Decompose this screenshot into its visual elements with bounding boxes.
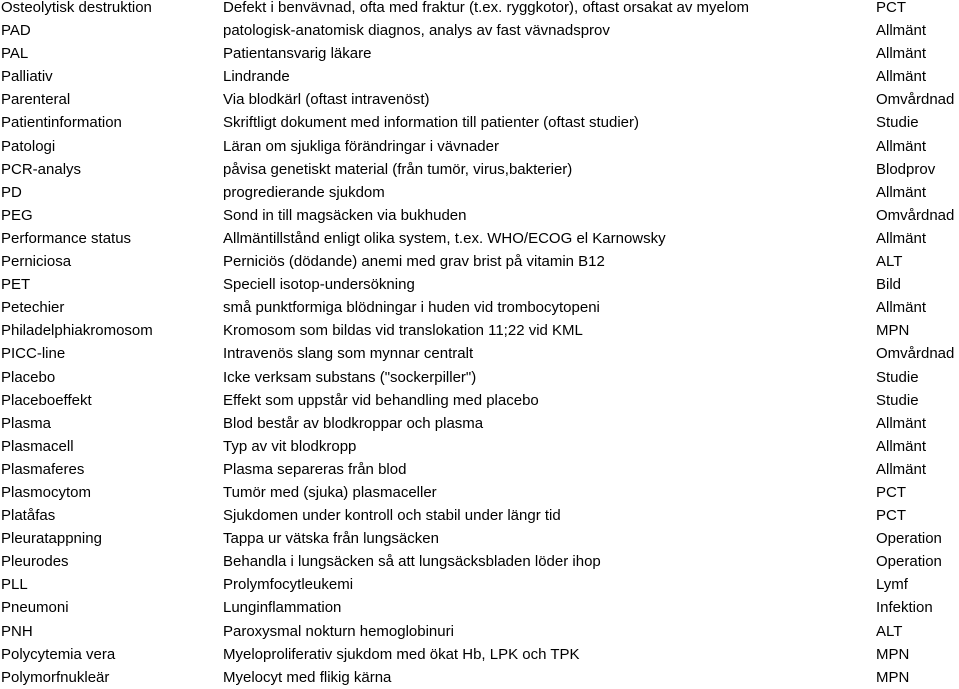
glossary-row <box>0 435 959 458</box>
term: Pleurodes <box>1 553 69 571</box>
category: PCT <box>876 507 906 525</box>
glossary-row <box>0 481 959 504</box>
term: PLL <box>1 576 28 594</box>
category: Allmänt <box>876 299 927 317</box>
glossary-row <box>0 65 959 88</box>
term: PICC-line <box>1 345 66 363</box>
definition: Lindrande <box>223 68 290 86</box>
glossary-row <box>0 181 959 204</box>
category: Studie <box>876 391 919 409</box>
glossary-row <box>0 666 959 689</box>
definition: små punktformiga blödningar i huden vid trombocytopeni <box>223 299 600 317</box>
definition: Sjukdomen under kontroll och stabil under längr tid <box>223 507 561 525</box>
term: Palliativ <box>1 68 53 86</box>
definition: Myelocyt med flikig kärna <box>223 668 392 686</box>
term: PCR-analys <box>1 160 82 178</box>
term: PAL <box>1 45 29 63</box>
category: Allmänt <box>876 437 927 455</box>
term: PEG <box>1 206 33 224</box>
definition: Blod består av blodkroppar och plasma <box>223 414 484 432</box>
glossary-row <box>0 158 959 181</box>
term: Platåfas <box>1 507 56 525</box>
definition: patologisk-anatomisk diagnos, analys av fast vävnadsprov <box>223 22 610 40</box>
term: Performance status <box>1 229 132 247</box>
term: Patientinformation <box>1 114 122 132</box>
glossary-row <box>0 366 959 389</box>
category: Studie <box>876 368 919 386</box>
glossary-row <box>0 0 959 19</box>
term: Plasma <box>1 414 52 432</box>
definition: progredierande sjukdom <box>223 183 385 201</box>
term: PNH <box>1 622 33 640</box>
glossary-row <box>0 412 959 435</box>
glossary-row <box>0 319 959 342</box>
glossary-row <box>0 550 959 573</box>
category: Infektion <box>876 599 933 617</box>
definition: Intravenös slang som mynnar centralt <box>223 345 474 363</box>
term: PD <box>1 183 22 201</box>
term: Pleuratappning <box>1 530 102 548</box>
category: MPN <box>876 322 910 340</box>
term: Placeboeffekt <box>1 391 92 409</box>
glossary-row <box>0 42 959 65</box>
category: Studie <box>876 114 919 132</box>
term: Osteolytisk destruktion <box>1 0 152 16</box>
category: PCT <box>876 483 906 501</box>
definition: Behandla i lungsäcken så att lungsäcksbladen löder ihop <box>223 553 601 571</box>
category: PCT <box>876 0 906 16</box>
definition: Skriftligt dokument med information till patienter (oftast studier) <box>223 114 640 132</box>
term: Plasmaferes <box>1 460 85 478</box>
glossary-row <box>0 111 959 134</box>
definition: Tumör med (sjuka) plasmaceller <box>223 483 437 501</box>
category: Allmänt <box>876 414 927 432</box>
definition: Myeloproliferativ sjukdom med ökat Hb, LPK och TPK <box>223 645 580 663</box>
category: Operation <box>876 530 942 548</box>
category: Allmänt <box>876 68 927 86</box>
definition: Prolymfocytleukemi <box>223 576 354 594</box>
definition: Typ av vit blodkropp <box>223 437 357 455</box>
category: MPN <box>876 645 910 663</box>
term: Polycytemia vera <box>1 645 116 663</box>
glossary-row <box>0 342 959 365</box>
term: Philadelphiakromosom <box>1 322 153 340</box>
definition: Kromosom som bildas vid translokation 11;22 vid KML <box>223 322 583 340</box>
term: Polymorfnukleär <box>1 668 110 686</box>
glossary-row <box>0 389 959 412</box>
term: PET <box>1 276 31 294</box>
definition: Perniciös (dödande) anemi med grav brist på vitamin B12 <box>223 253 605 271</box>
category: ALT <box>876 622 903 640</box>
definition: Lunginflammation <box>223 599 342 617</box>
definition: Effekt som uppstår vid behandling med placebo <box>223 391 539 409</box>
definition: påvisa genetiskt material (från tumör, virus,bakterier) <box>223 160 573 178</box>
term: Patologi <box>1 137 56 155</box>
category: Allmänt <box>876 22 927 40</box>
glossary-row <box>0 573 959 596</box>
term: Plasmocytom <box>1 483 92 501</box>
category: Operation <box>876 553 942 571</box>
term: PAD <box>1 22 31 40</box>
definition: Via blodkärl (oftast intravenöst) <box>223 91 430 109</box>
term: Perniciosa <box>1 253 72 271</box>
definition: Paroxysmal nokturn hemoglobinuri <box>223 622 454 640</box>
glossary-row <box>0 458 959 481</box>
term: Petechier <box>1 299 65 317</box>
category: Omvårdnad <box>876 345 955 363</box>
category: Omvårdnad <box>876 91 955 109</box>
category: ALT <box>876 253 903 271</box>
category: Allmänt <box>876 229 927 247</box>
category: Allmänt <box>876 183 927 201</box>
glossary-row <box>0 88 959 111</box>
term: Pneumoni <box>1 599 69 617</box>
term: Placebo <box>1 368 56 386</box>
category: Allmänt <box>876 460 927 478</box>
category: Lymf <box>876 576 908 594</box>
definition: Läran om sjukliga förändringar i vävnader <box>223 137 499 155</box>
glossary-row <box>0 527 959 550</box>
glossary-row <box>0 19 959 42</box>
definition: Patientansvarig läkare <box>223 45 372 63</box>
definition: Sond in till magsäcken via bukhuden <box>223 206 467 224</box>
glossary-row <box>0 273 959 296</box>
term: Parenteral <box>1 91 71 109</box>
glossary-row <box>0 620 959 643</box>
term: Plasmacell <box>1 437 74 455</box>
glossary-row <box>0 135 959 158</box>
category: MPN <box>876 668 910 686</box>
definition: Icke verksam substans ("sockerpiller") <box>223 368 477 386</box>
definition: Tappa ur vätska från lungsäcken <box>223 530 439 548</box>
definition: Speciell isotop-undersökning <box>223 276 415 294</box>
category: Omvårdnad <box>876 206 955 224</box>
glossary-row <box>0 643 959 666</box>
category: Bild <box>876 276 902 294</box>
definition: Plasma separeras från blod <box>223 460 407 478</box>
definition: Allmäntillstånd enligt olika system, t.ex. WHO/ECOG el Karnowsky <box>223 229 666 247</box>
category: Allmänt <box>876 45 927 63</box>
glossary-row <box>0 504 959 527</box>
glossary-row <box>0 250 959 273</box>
glossary-row <box>0 204 959 227</box>
definition: Defekt i benvävnad, ofta med fraktur (t.ex. ryggkotor), oftast orsakat av myelom <box>223 0 750 16</box>
glossary-row <box>0 596 959 619</box>
category: Blodprov <box>876 160 936 178</box>
category: Allmänt <box>876 137 927 155</box>
glossary-row <box>0 296 959 319</box>
glossary-row <box>0 227 959 250</box>
